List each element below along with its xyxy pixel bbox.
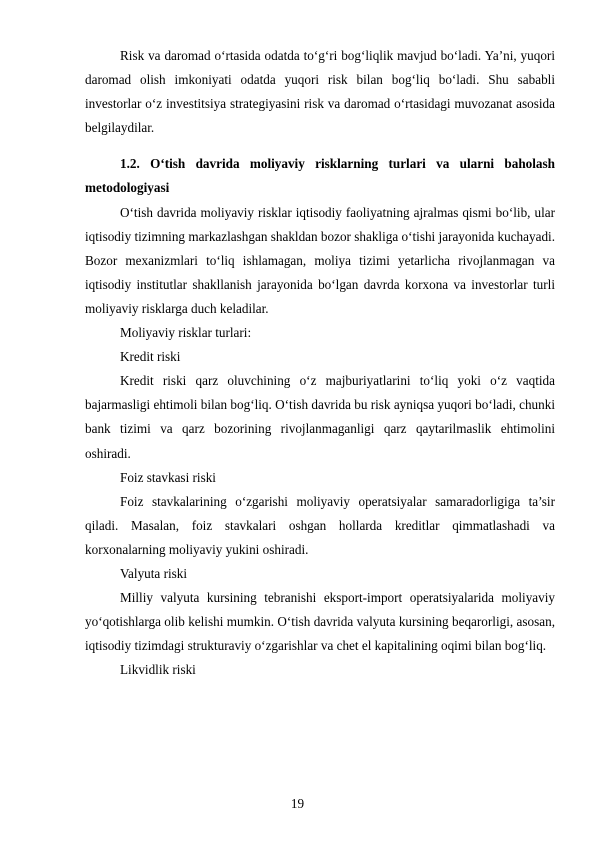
- liquidity-risk-title: Likvidlik riski: [120, 662, 196, 678]
- interest-risk-title: Foiz stavkasi riski: [120, 469, 216, 485]
- document-page: [85, 44, 555, 682]
- page-number: 19: [290, 796, 305, 811]
- intro-paragraph: Risk va daromad o‘rtasida odatda to‘g‘ri bog‘liqlik mavjud bo‘ladi. Ya’ni, yuqori daromad olish imkoniyati odatda yuqori risk bilan bog‘liq bo‘ladi. Shu sababli investorlar o‘z investitsiya strategiyasini risk va daromad o‘rtasidagi muvozanat asosida belgilaydilar.: [85, 48, 555, 136]
- risk-types-label: Moliyaviy risklar turlari:: [120, 325, 252, 341]
- credit-risk-title: Kredit riski: [120, 349, 181, 365]
- currency-risk-title: Valyuta riski: [120, 565, 188, 581]
- credit-risk-paragraph: Kredit riski qarz oluvchining o‘z majburiyatlarini to‘liq yoki o‘z vaqtida bajarmasligi ehtimoli bilan bog‘liq. O‘tish davrida bu risk ayniqsa yuqori bo‘ladi, chunki bank tizimi va qarz bozorining rivojlanmaganligi qarz qaytarilmaslik ehtimolini oshiradi.: [85, 373, 555, 461]
- currency-risk-paragraph: Milliy valyuta kursining tebranishi eksport-import operatsiyalarida moliyaviy yo‘qotishlarga olib kelishi mumkin. O‘tish davrida valyuta kursining beqarorligi, asosan, iqtisodiy tizimdagi strukturaviy o‘zgarishlar va chet el kapitalining oqimi bilan bog‘liq.: [85, 590, 555, 654]
- section-heading: 1.2. O‘tish davrida moliyaviy risklarning turlari va ularni baholash metodologiyasi: [85, 156, 555, 196]
- transition-paragraph: O‘tish davrida moliyaviy risklar iqtisodiy faoliyatning ajralmas qismi bo‘lib, ular iqtisodiy tizimning markazlashgan shakldan bozor shakliga o‘tishi jarayonida kuchayadi. Bozor mexanizmlari to‘liq ishlamagan, moliya tizimi yetarlicha rivojlanmagan va iqtisodiy institutlar shakllanish jarayonida bo‘lgan davrda korxona va investorlar turli moliyaviy risklarga duch keladilar.: [85, 204, 555, 316]
- interest-risk-paragraph: Foiz stavkalarining o‘zgarishi moliyaviy operatsiyalar samaradorligiga ta’sir qiladi. Masalan, foiz stavkalari oshgan hollarda kreditlar qimmatlashadi va korxonalarning moliyaviy yukini oshiradi.: [85, 493, 555, 557]
